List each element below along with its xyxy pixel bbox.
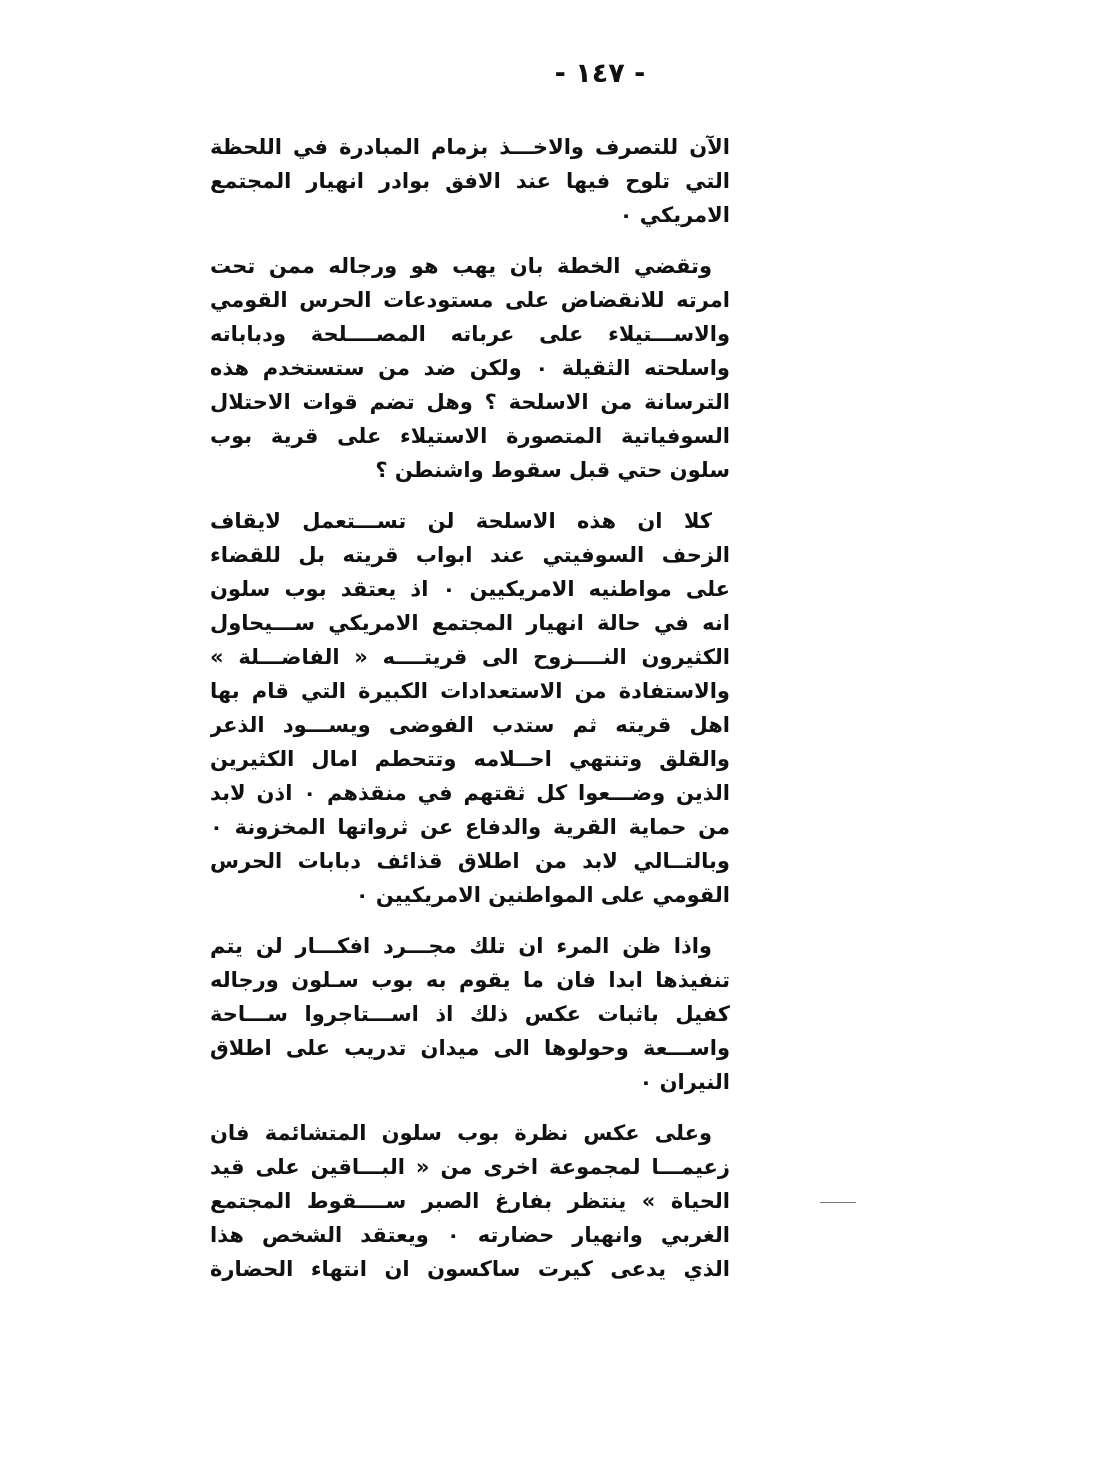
paragraph-2: [210, 249, 730, 487]
text-line: واذا ظن المرء ان تلك مجـــرد افكـــار لن يتم: [210, 934, 712, 958]
text-line: وبالتــالي لابد من اطلاق قذائف دبابات الحرس: [210, 849, 730, 873]
text-line: كلا ان هذه الاسلحة لن تســـتعمل لايقاف: [210, 509, 712, 533]
body-text: [210, 130, 730, 1303]
text-line: الذين وضـــعوا كل ثقتهم في منقذهم ٠ اذن لابد: [210, 781, 730, 805]
text-line: انه في حالة انهيار المجتمع الامريكي ســـيحاول: [210, 611, 730, 635]
text-line: الغربي وانهيار حضارته ٠ ويعتقد الشخص هذا: [210, 1223, 730, 1247]
paragraph-3: [210, 504, 730, 912]
text-line: والقلق وتنتهي احــلامه وتتحطم امال الكثيرين: [210, 747, 730, 771]
text-line: على مواطنيه الامريكيين ٠ اذ يعتقد بوب سلون: [210, 577, 730, 601]
text-line: والاستفادة من الاستعدادات الكبيرة التي قام بها: [210, 679, 730, 703]
text-line: كفيل باثبات عكس ذلك اذ اســـتاجروا ســـاحة: [210, 1002, 730, 1026]
scan-mark: [820, 1202, 856, 1203]
text-line: واسلحته الثقيلة ٠ ولكن ضد من ستستخدم هذه: [210, 356, 730, 380]
text-line: الآن للتصرف والاخـــذ بزمام المبادرة في اللحظة: [210, 135, 730, 159]
text-line: وعلى عكس نظرة بوب سلون المتشائمة فان: [210, 1121, 712, 1145]
paragraph-1: [210, 130, 730, 232]
text-line: اهل قريته ثم ستدب الفوضى ويســـود الذعر: [210, 713, 730, 737]
page-number: - ١٤٧ -: [554, 58, 646, 89]
text-line: زعيمـــا لمجموعة اخرى من « البـــاقين على قيد: [210, 1155, 730, 1179]
text-line: امرته للانقضاض على مستودعات الحرس القومي: [210, 288, 730, 312]
text-line: الحياة » ينتظر بفارغ الصبر ســــقوط المجتمع: [210, 1189, 730, 1213]
text-line: من حماية القرية والدفاع عن ثرواتها المخزونة ٠: [210, 815, 730, 839]
text-line: الذي يدعى كيرت ساكسون ان انتهاء الحضارة: [210, 1257, 730, 1281]
text-line: الزحف السوفيتي عند ابواب قريته بل للقضاء: [210, 543, 730, 567]
text-line: تنفيذها ابدا فان ما يقوم به بوب سـلون ورجاله: [210, 968, 730, 992]
text-line: النيران ٠: [639, 1070, 730, 1094]
text-line: القومي على المواطنين الامريكيين ٠: [355, 883, 730, 907]
text-line: الكثيرون النــــزوح الى قريتــــه « الفاضـــلة »: [210, 645, 730, 669]
text-line: وتقضي الخطة بان يهب هو ورجاله ممن تحت: [210, 254, 712, 278]
text-line: الترسانة من الاسلحة ؟ وهل تضم قوات الاحتلال: [210, 390, 730, 414]
paragraph-4: [210, 929, 730, 1099]
text-line: والاســـتيلاء على عرباته المصــــلحة ودباباته: [210, 322, 730, 346]
text-line: الامريكي ٠: [619, 203, 730, 227]
text-line: التي تلوح فيها عند الافق بوادر انهيار المجتمع: [210, 169, 730, 193]
text-line: السوفياتية المتصورة الاستيلاء على قرية بوب: [210, 424, 730, 448]
text-line: سلون حتي قبل سقوط واشنطن ؟: [375, 458, 730, 482]
text-line: واســـعة وحولوها الى ميدان تدريب على اطلاق: [210, 1036, 730, 1060]
paragraph-5: [210, 1116, 730, 1286]
